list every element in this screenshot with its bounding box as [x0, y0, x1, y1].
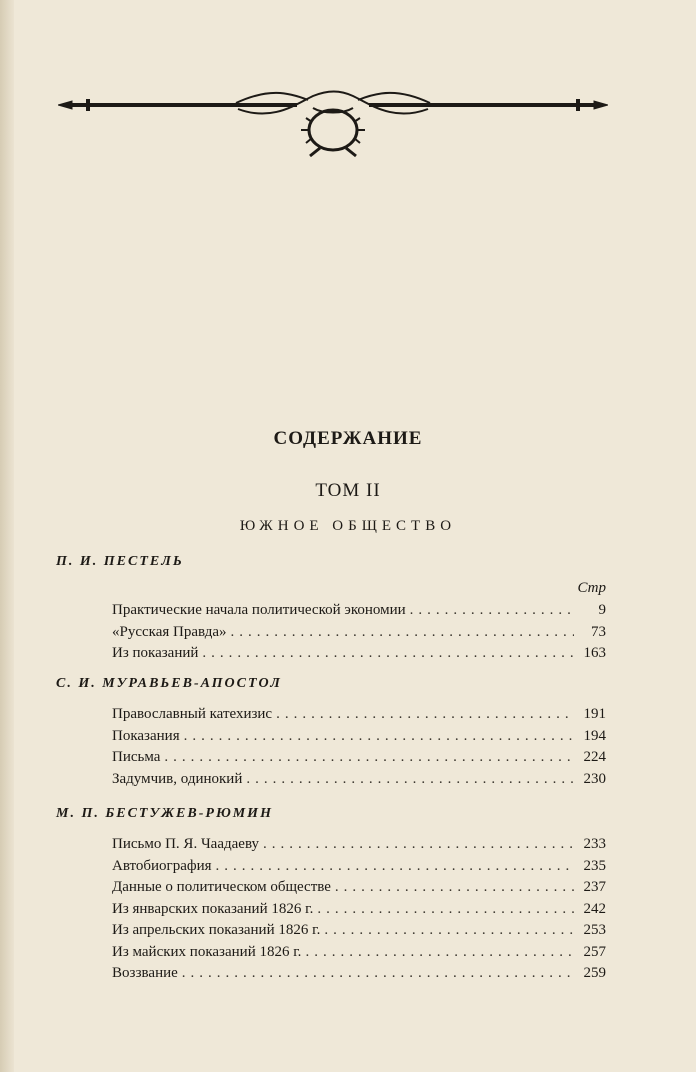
toc-entry[interactable]: [112, 877, 606, 899]
toc-entry-title: Данные о политическом обществе: [112, 879, 331, 895]
toc-entry-title: Из апрельских показаний 1826 г.: [112, 922, 321, 938]
leader-dots: [216, 856, 574, 878]
toc-entry-page: 73: [591, 623, 606, 640]
toc-entry-page: 230: [583, 770, 606, 787]
society-heading: ЮЖНОЕ ОБЩЕСТВО: [239, 518, 457, 534]
page-binding-edge: [0, 0, 14, 1072]
toc-entry[interactable]: [112, 704, 606, 726]
toc-entry-title: Практические начала политической экономии: [112, 602, 406, 618]
toc-entry-page: 237: [583, 879, 606, 895]
page-title: СОДЕРЖАНИЕ: [273, 428, 423, 449]
toc-entry-page: 253: [583, 922, 606, 938]
toc-entry-page: 259: [583, 965, 606, 981]
leader-dots: [246, 769, 574, 791]
toc-entry-page: 224: [583, 749, 606, 765]
leader-dots: [202, 643, 574, 665]
author-heading: С. И. МУРАВЬЕВ-АПОСТОЛ: [56, 676, 282, 691]
toc-entry-page: 242: [583, 900, 606, 917]
toc-entry-title: Православный катехизис: [112, 706, 273, 722]
toc-entry-page: 163: [583, 645, 606, 661]
toc-entry[interactable]: [112, 643, 606, 665]
toc-entry[interactable]: [112, 600, 606, 622]
leader-dots: [317, 899, 574, 921]
ornament-icon: [58, 88, 608, 158]
leader-dots: [263, 834, 574, 856]
toc-entry[interactable]: [112, 942, 606, 964]
leader-dots: [276, 704, 574, 726]
leader-dots: [324, 920, 574, 942]
toc-entry[interactable]: [112, 622, 606, 644]
toc-entry-title: Из показаний: [112, 645, 199, 661]
page-column-label: Стр: [577, 580, 606, 596]
toc-entry[interactable]: [112, 899, 606, 921]
toc-entry-page: 9: [598, 602, 606, 618]
leader-dots: [305, 942, 574, 964]
leader-dots: [335, 877, 574, 899]
toc-section-bestuzhev-ryumin: [56, 804, 606, 985]
toc-entry-page: 235: [583, 857, 606, 874]
toc-entry-page: 194: [583, 727, 606, 744]
toc-entry-title: Автобиография: [112, 857, 212, 874]
toc-entry-title: Показания: [112, 727, 180, 744]
leader-dots: [182, 963, 574, 985]
toc-entry-title: Из майских показаний 1826 г.: [112, 943, 302, 960]
toc-entry[interactable]: [112, 856, 606, 878]
toc-entry[interactable]: [112, 834, 606, 856]
toc-entry-title: Воззвание: [112, 965, 178, 981]
toc-entry-title: Из январских показаний 1826 г.: [112, 900, 314, 917]
author-heading: М. П. БЕСТУЖЕВ-РЮМИН: [56, 806, 273, 821]
leader-dots: [184, 726, 574, 748]
toc-section-pestel: [56, 552, 606, 665]
toc-entry[interactable]: [112, 920, 606, 942]
author-heading: П. И. ПЕСТЕЛЬ: [56, 554, 184, 569]
toc-entry[interactable]: [112, 963, 606, 985]
leader-dots: [410, 600, 574, 622]
toc-entry[interactable]: [112, 769, 606, 791]
volume-heading: ТОМ II: [315, 480, 381, 501]
toc-section-muravyov-apostol: [56, 674, 606, 790]
toc-entry-page: 257: [583, 943, 606, 960]
leader-dots: [231, 622, 574, 644]
toc-entry-title: «Русская Правда»: [112, 623, 227, 640]
toc-entry-title: Задумчив, одинокий: [112, 770, 243, 787]
toc-entry[interactable]: [112, 726, 606, 748]
toc-entry-page: 233: [583, 836, 606, 852]
toc-entry-title: Письмо П. Я. Чаадаеву: [112, 836, 260, 852]
toc-entry-title: Письма: [112, 749, 161, 765]
toc-entry[interactable]: [112, 747, 606, 769]
toc-entry-page: 191: [583, 706, 606, 722]
leader-dots: [164, 747, 574, 769]
